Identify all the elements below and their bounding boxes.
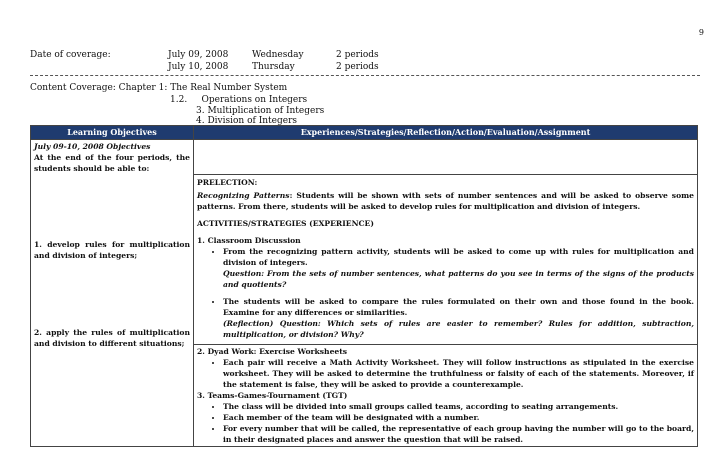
strategy-3-bullet-2: • Each member of the team will be designated with a number.: [223, 412, 694, 423]
strategy-1-title: 1. Classroom Discussion: [197, 236, 301, 245]
coverage-date-1: July 09, 2008: [168, 50, 229, 60]
coverage-periods-2: 2 periods: [336, 62, 379, 72]
objectives-intro: At the end of the four periods, the students should be able to:: [34, 153, 190, 173]
content-subtopic: 1.2. Operations on Integers: [170, 95, 308, 105]
prelection-label: PRELECTION:: [197, 178, 258, 187]
content-item-3: 3. Multiplication of Integers: [196, 106, 325, 116]
strategy-1-bullet-1: • From the recognizing pattern activity, students will be asked to come up with rules for multiplication and division of integers. Question: From the sets of number sentences, what patterns do you see in terms of the signs of the products and quotients?: [223, 246, 694, 290]
header-learning-objectives: Learning Objectives: [31, 126, 194, 140]
strategy-1-list: [197, 246, 694, 340]
strategy-3-bullet-1: • The class will be divided into small groups called teams, according to seating arrangements.: [223, 401, 694, 412]
experiences-cell: [194, 140, 698, 447]
objectives-title: July 09-10, 2008 Objectives: [34, 142, 151, 151]
strategy-2-title: 2. Dyad Work: Exercise Worksheets: [197, 347, 348, 356]
prelection-text: [197, 190, 694, 212]
objective-1: 1. develop rules for multiplication and division of integers;: [34, 240, 190, 260]
objectives-cell: [31, 140, 194, 447]
header-experiences: Experiences/Strategies/Reflection/Action/Evaluation/Assignment: [194, 126, 698, 140]
strategy-1-question: Question: From the sets of number sentences, what patterns do you see in terms of the signs of the products and quotients?: [223, 269, 694, 289]
strategy-3-title: 3. Teams-Games-Tournament (TGT): [197, 391, 348, 400]
pattern-title: Recognizing Patterns: [197, 191, 290, 200]
coverage-day-1: Wednesday: [252, 50, 304, 60]
coverage-day-2: Thursday: [252, 62, 295, 72]
strategy-3-bullet-3: • For every number that will be called, the representative of each group having the number will go to the board, in their designated places and answer the question that will be raised.: [223, 423, 694, 445]
strategy-3-list: [197, 401, 694, 445]
coverage-label: Date of coverage:: [30, 50, 111, 60]
content-item-4: 4. Division of Integers: [196, 116, 297, 126]
activities-label: ACTIVITIES/STRATEGIES (EXPERIENCE): [197, 219, 374, 228]
strategy-1-reflection: (Reflection) Question: Which sets of rules are easier to remember? Rules for addition, subtraction, multiplication, or division? Why?: [223, 319, 694, 339]
content-coverage: Content Coverage: Chapter 1: The Real Number System: [30, 83, 288, 93]
strategy-2-list: [197, 357, 694, 390]
page-number: 9: [698, 28, 704, 37]
strategy-1-bullet-2: • The students will be asked to compare the rules formulated on their own and those found in the book. Examine for any differences or similarities. (Reflection) Question: Which sets of rules are easier to remember? Rules for addition, subtraction, multiplication, or division? Why?: [223, 296, 694, 340]
objective-2: 2. apply the rules of multiplication and division to different situations;: [34, 328, 190, 348]
dashed-divider: [30, 75, 700, 76]
pattern-text: : Students will be shown with sets of number sentences and will be asked to observe some patterns. From there, students will be asked to develop rules for multiplication and division of integers.: [197, 191, 694, 211]
coverage-periods-1: 2 periods: [336, 50, 379, 60]
experiences-section-2: [194, 344, 697, 446]
lesson-plan-table: [30, 125, 698, 447]
strategy-2-bullet-1: • Each pair will receive a Math Activity Worksheet. They will follow instructions as stipulated in the exercise worksheet. They will be asked to determine the truthfulness or falsity of each of the statements. Moreover, if the statement is false, they will be asked to provide a counterexample.: [223, 357, 694, 390]
coverage-date-2: July 10, 2008: [168, 62, 229, 72]
experiences-content: [194, 174, 697, 340]
